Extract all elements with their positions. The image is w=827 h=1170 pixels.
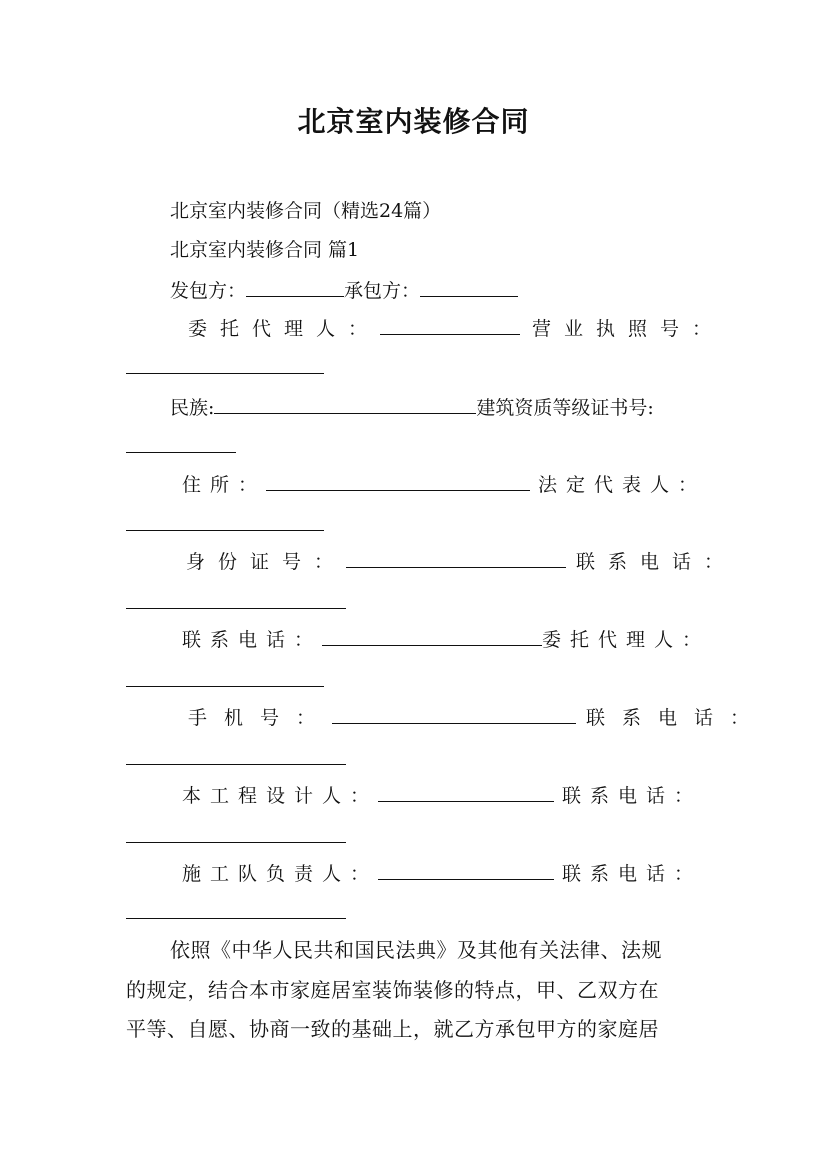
phone2-label: 联系电话： [182,629,323,651]
contractor-b-label: 承包方： [344,280,421,302]
designer-line [182,783,702,808]
phone3-label: 联系电话： [586,707,767,729]
contractor-a-label: 发包方： [170,280,247,302]
id-blank[interactable] [346,549,566,568]
phone4-blank[interactable] [126,842,346,843]
phone1-blank[interactable] [126,608,346,609]
agent-line [188,316,724,341]
address-blank[interactable] [266,472,530,491]
phone4-label: 联系电话： [562,785,703,807]
phone5-blank[interactable] [126,918,346,919]
mobile-blank[interactable] [332,705,576,724]
phone1-label: 联系电话： [576,551,737,573]
party-line [170,278,518,303]
address-line [182,472,706,497]
phone3-blank[interactable] [126,764,346,765]
document-title: 北京室内装修合同 [297,105,530,138]
id-line [186,549,736,574]
team-lead-blank[interactable] [378,861,554,880]
phone2-blank[interactable] [322,627,542,646]
mobile-line [188,705,766,730]
ethnicity-line [170,395,654,420]
subtitle: 北京室内装修合同（精选24篇） [170,200,442,222]
team-lead-label: 施工队负责人： [182,863,379,885]
agent2-blank[interactable] [126,686,324,687]
phone2-line [182,627,710,652]
qualification-label: 建筑资质等级证书号: [476,397,654,419]
agent-blank[interactable] [380,316,520,335]
designer-blank[interactable] [378,783,554,802]
section-heading: 北京室内装修合同 篇1 [170,239,360,261]
legal-rep-blank[interactable] [126,530,324,531]
agent-label: 委托代理人： [188,318,381,340]
license-label: 营业执照号： [532,318,725,340]
qualification-blank[interactable] [126,452,236,453]
body-line-3: 平等、自愿、协商一致的基础上，就乙方承包甲方的家庭居 [126,1017,659,1041]
contractor-b-blank[interactable] [420,278,518,297]
body-line-2: 的规定，结合本市家庭居室装饰装修的特点，甲、乙双方在 [126,978,659,1002]
license-blank[interactable] [126,373,324,374]
team-lead-line [182,861,702,886]
designer-label: 本工程设计人： [182,785,379,807]
phone5-label: 联系电话： [562,863,703,885]
id-label: 身份证号： [186,551,347,573]
contractor-a-blank[interactable] [246,278,344,297]
ethnicity-label: 民族: [170,397,215,419]
legal-rep-label: 法定代表人： [538,474,707,496]
ethnicity-blank[interactable] [214,395,476,414]
address-label: 住所： [182,474,267,496]
agent2-label: 委托代理人： [542,629,711,651]
mobile-label: 手机号： [188,707,333,729]
body-line-1: 依照《中华人民共和国民法典》及其他有关法律、法规 [170,938,662,962]
